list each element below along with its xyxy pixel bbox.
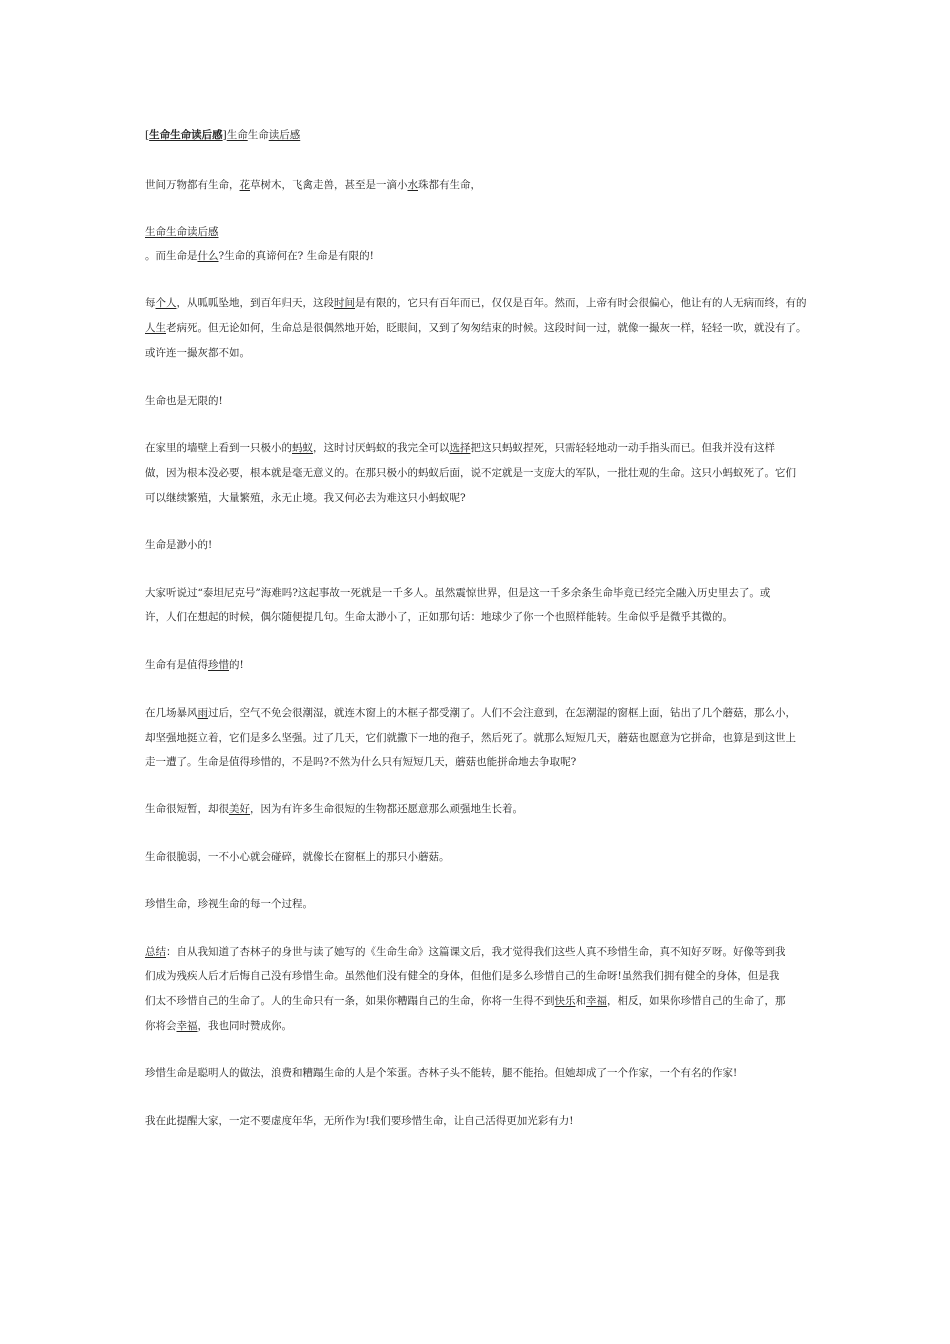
text: 们成为残疾人后才后悔自己没有珍惜生命。虽然他们没有健全的身体，但他们是多么珍惜自己的生命呀!虽然我们拥有健全的身体，但是我 (145, 970, 780, 982)
text: 你将会 (145, 1020, 177, 1032)
link-person[interactable]: 个人 (155, 297, 177, 309)
text: 许，人们在想起的时候，偶尔随便提几句。生命太渺小了，正如那句话：地球少了你一个也照样能转。生命似乎是微乎其微的。 (145, 611, 733, 623)
link-beautiful[interactable]: 美好 (229, 803, 250, 815)
link-what[interactable]: 什么 (197, 250, 219, 262)
paragraph-12 (145, 1113, 810, 1129)
link-water[interactable]: 水 (407, 179, 418, 191)
text: ，相反，如果你珍惜自己的生命了，那 (607, 995, 786, 1007)
text: 。而生命是 (145, 250, 198, 262)
heading-tiny (145, 537, 810, 553)
text: 每 (145, 297, 156, 309)
text: 生命很短暂，却很 (145, 803, 229, 815)
paragraph-5-line-2 (145, 609, 810, 625)
paragraph-6-line-3 (145, 754, 810, 770)
link-rain[interactable]: 雨 (197, 707, 208, 719)
text: 是有限的，它只有百年而已，仅仅是百年。然而，上帝有时会很偏心，他让有的人无病而终，有的 (355, 297, 807, 309)
paragraph-10-line-2 (145, 968, 810, 984)
paragraph-3-line-3 (145, 345, 810, 361)
text: 在几场暴风 (145, 707, 198, 719)
title-open-bracket: [ (145, 129, 150, 141)
subtitle-link[interactable]: 生命生命读后感 (145, 226, 219, 238)
link-happy[interactable]: 快乐 (554, 995, 576, 1007)
text: ：自从我知道了杏林子的身世与读了她写的《生命生命》这篇课文后，我才觉得我们这些人真不珍惜生命，真不知好歹呀。好像等到我 (166, 946, 786, 958)
text: 生命是渺小的! (145, 539, 213, 551)
text: 却坚强地挺立着，它们是多么坚强。过了几天，它们就撒下一地的孢子，然后死了。就那么短短几天，蘑菇也愿意为它拼命，也算是到这世上 (145, 732, 796, 744)
paragraph-8 (145, 849, 810, 865)
text: 草树木，飞禽走兽，甚至是一滴小 (250, 179, 408, 191)
link-ant[interactable]: 蚂蚁 (292, 442, 313, 454)
text: 可以继续繁殖，大量繁殖，永无止境。我又何必去为难这只小蚂蚁呢? (145, 492, 466, 504)
paragraph-4-line-3 (145, 490, 810, 506)
text: 生命很脆弱，一不小心就会碰碎，就像长在窗框上的那只小蘑菇。 (145, 851, 450, 863)
link-life[interactable]: 人生 (145, 322, 166, 334)
paragraph-3-line-2 (145, 320, 810, 336)
paragraph-5-line-1 (145, 585, 810, 601)
text: 大家听说过“泰坦尼克号”海难吗?这起事故一死就是一千多人。虽然震惊世界，但是这一千多余条生命毕竟已经完全融入历史里去了。或 (145, 587, 771, 599)
text: 珍惜生命，珍视生命的每一个过程。 (145, 898, 313, 910)
paragraph-2 (145, 248, 810, 264)
text: ，我也同时赞成你。 (197, 1020, 292, 1032)
title-link-review[interactable]: 读后感 (268, 129, 301, 141)
text: ?生命的真谛何在? 生命是有限的! (218, 250, 374, 262)
text: 把这只蚂蚁捏死，只需轻轻地动一动手指头而已。但我并没有这样 (470, 442, 775, 454)
text: 或许连一撮灰都不如。 (145, 347, 250, 359)
text: 老病死。但无论如何，生命总是很偶然地开始，眨眼间，又到了匆匆结束的时候。这段时间一过，就像一撮灰一样，轻轻一吹，就没有了。 (166, 322, 807, 334)
title-close-bracket: ] (222, 129, 227, 141)
text: 过后，空气不免会很潮湿，就连木窗上的木框子都受潮了。人们不会注意到，在怎潮湿的窗框上面，钻出了几个蘑菇，那么小， (208, 707, 796, 719)
link-choose[interactable]: 选择 (449, 442, 471, 454)
text: 珍惜生命是聪明人的做法，浪费和糟蹋生命的人是个笨蛋。杏林子头不能转，腿不能抬。但她却成了一个作家，一个有名的作家! (145, 1067, 738, 1079)
text: 世间万物都有生命， (145, 179, 240, 191)
heading-infinite (145, 393, 810, 409)
text: ，这时讨厌蚂蚁的我完全可以 (313, 442, 450, 454)
text: ，因为有许多生命很短的生物都还愿意那么顽强地生长着。 (250, 803, 523, 815)
link-flower[interactable]: 花 (239, 179, 250, 191)
link-cherish[interactable]: 珍惜 (208, 659, 229, 671)
paragraph-7 (145, 801, 810, 817)
paragraph-1 (145, 177, 810, 193)
link-summary[interactable]: 总结 (145, 946, 166, 958)
title-text-life: 生命 (247, 129, 269, 141)
text: 做，因为根本没必要，根本就是毫无意义的。在那只极小的蚂蚁后面，说不定就是一支庞大的军队，一批壮观的生命。这只小蚂蚁死了。它们 (145, 467, 796, 479)
paragraph-9 (145, 896, 810, 912)
text: 走一遭了。生命是值得珍惜的，不是吗?不然为什么只有短短几天，蘑菇也能拼命地去争取呢? (145, 756, 577, 768)
paragraph-3-line-1 (145, 295, 810, 311)
title-link-bold[interactable]: 生命生命读后感 (149, 129, 223, 141)
text: 们太不珍惜自己的生命了。人的生命只有一条，如果你糟蹋自己的生命，你将一生得不到 (145, 995, 555, 1007)
subtitle-line (145, 224, 810, 240)
text: 在家里的墙壁上看到一只极小的 (145, 442, 292, 454)
paragraph-6-line-2 (145, 730, 810, 746)
text: 的! (229, 659, 244, 671)
link-happiness[interactable]: 幸福 (586, 995, 607, 1007)
text: 和 (575, 995, 586, 1007)
heading-cherish (145, 657, 810, 673)
paragraph-6-line-1 (145, 705, 810, 721)
text: 珠都有生命， (418, 179, 481, 191)
document-title (145, 127, 810, 143)
text: 我在此提醒大家，一定不要虚度年华，无所作为!我们要珍惜生命，让自己活得更加光彩有力! (145, 1115, 574, 1127)
paragraph-11 (145, 1065, 810, 1081)
paragraph-4-line-1 (145, 440, 810, 456)
paragraph-4-line-2 (145, 465, 810, 481)
link-happiness-2[interactable]: 幸福 (176, 1020, 198, 1032)
text: 生命也是无限的! (145, 395, 223, 407)
paragraph-10-line-1 (145, 944, 810, 960)
paragraph-10-line-4 (145, 1018, 810, 1034)
text: 生命有是值得 (145, 659, 208, 671)
text: ，从呱呱坠地，到百年归天，这段 (176, 297, 334, 309)
link-time[interactable]: 时间 (334, 297, 355, 309)
paragraph-10-line-3 (145, 993, 810, 1009)
title-link-life[interactable]: 生命 (226, 129, 248, 141)
